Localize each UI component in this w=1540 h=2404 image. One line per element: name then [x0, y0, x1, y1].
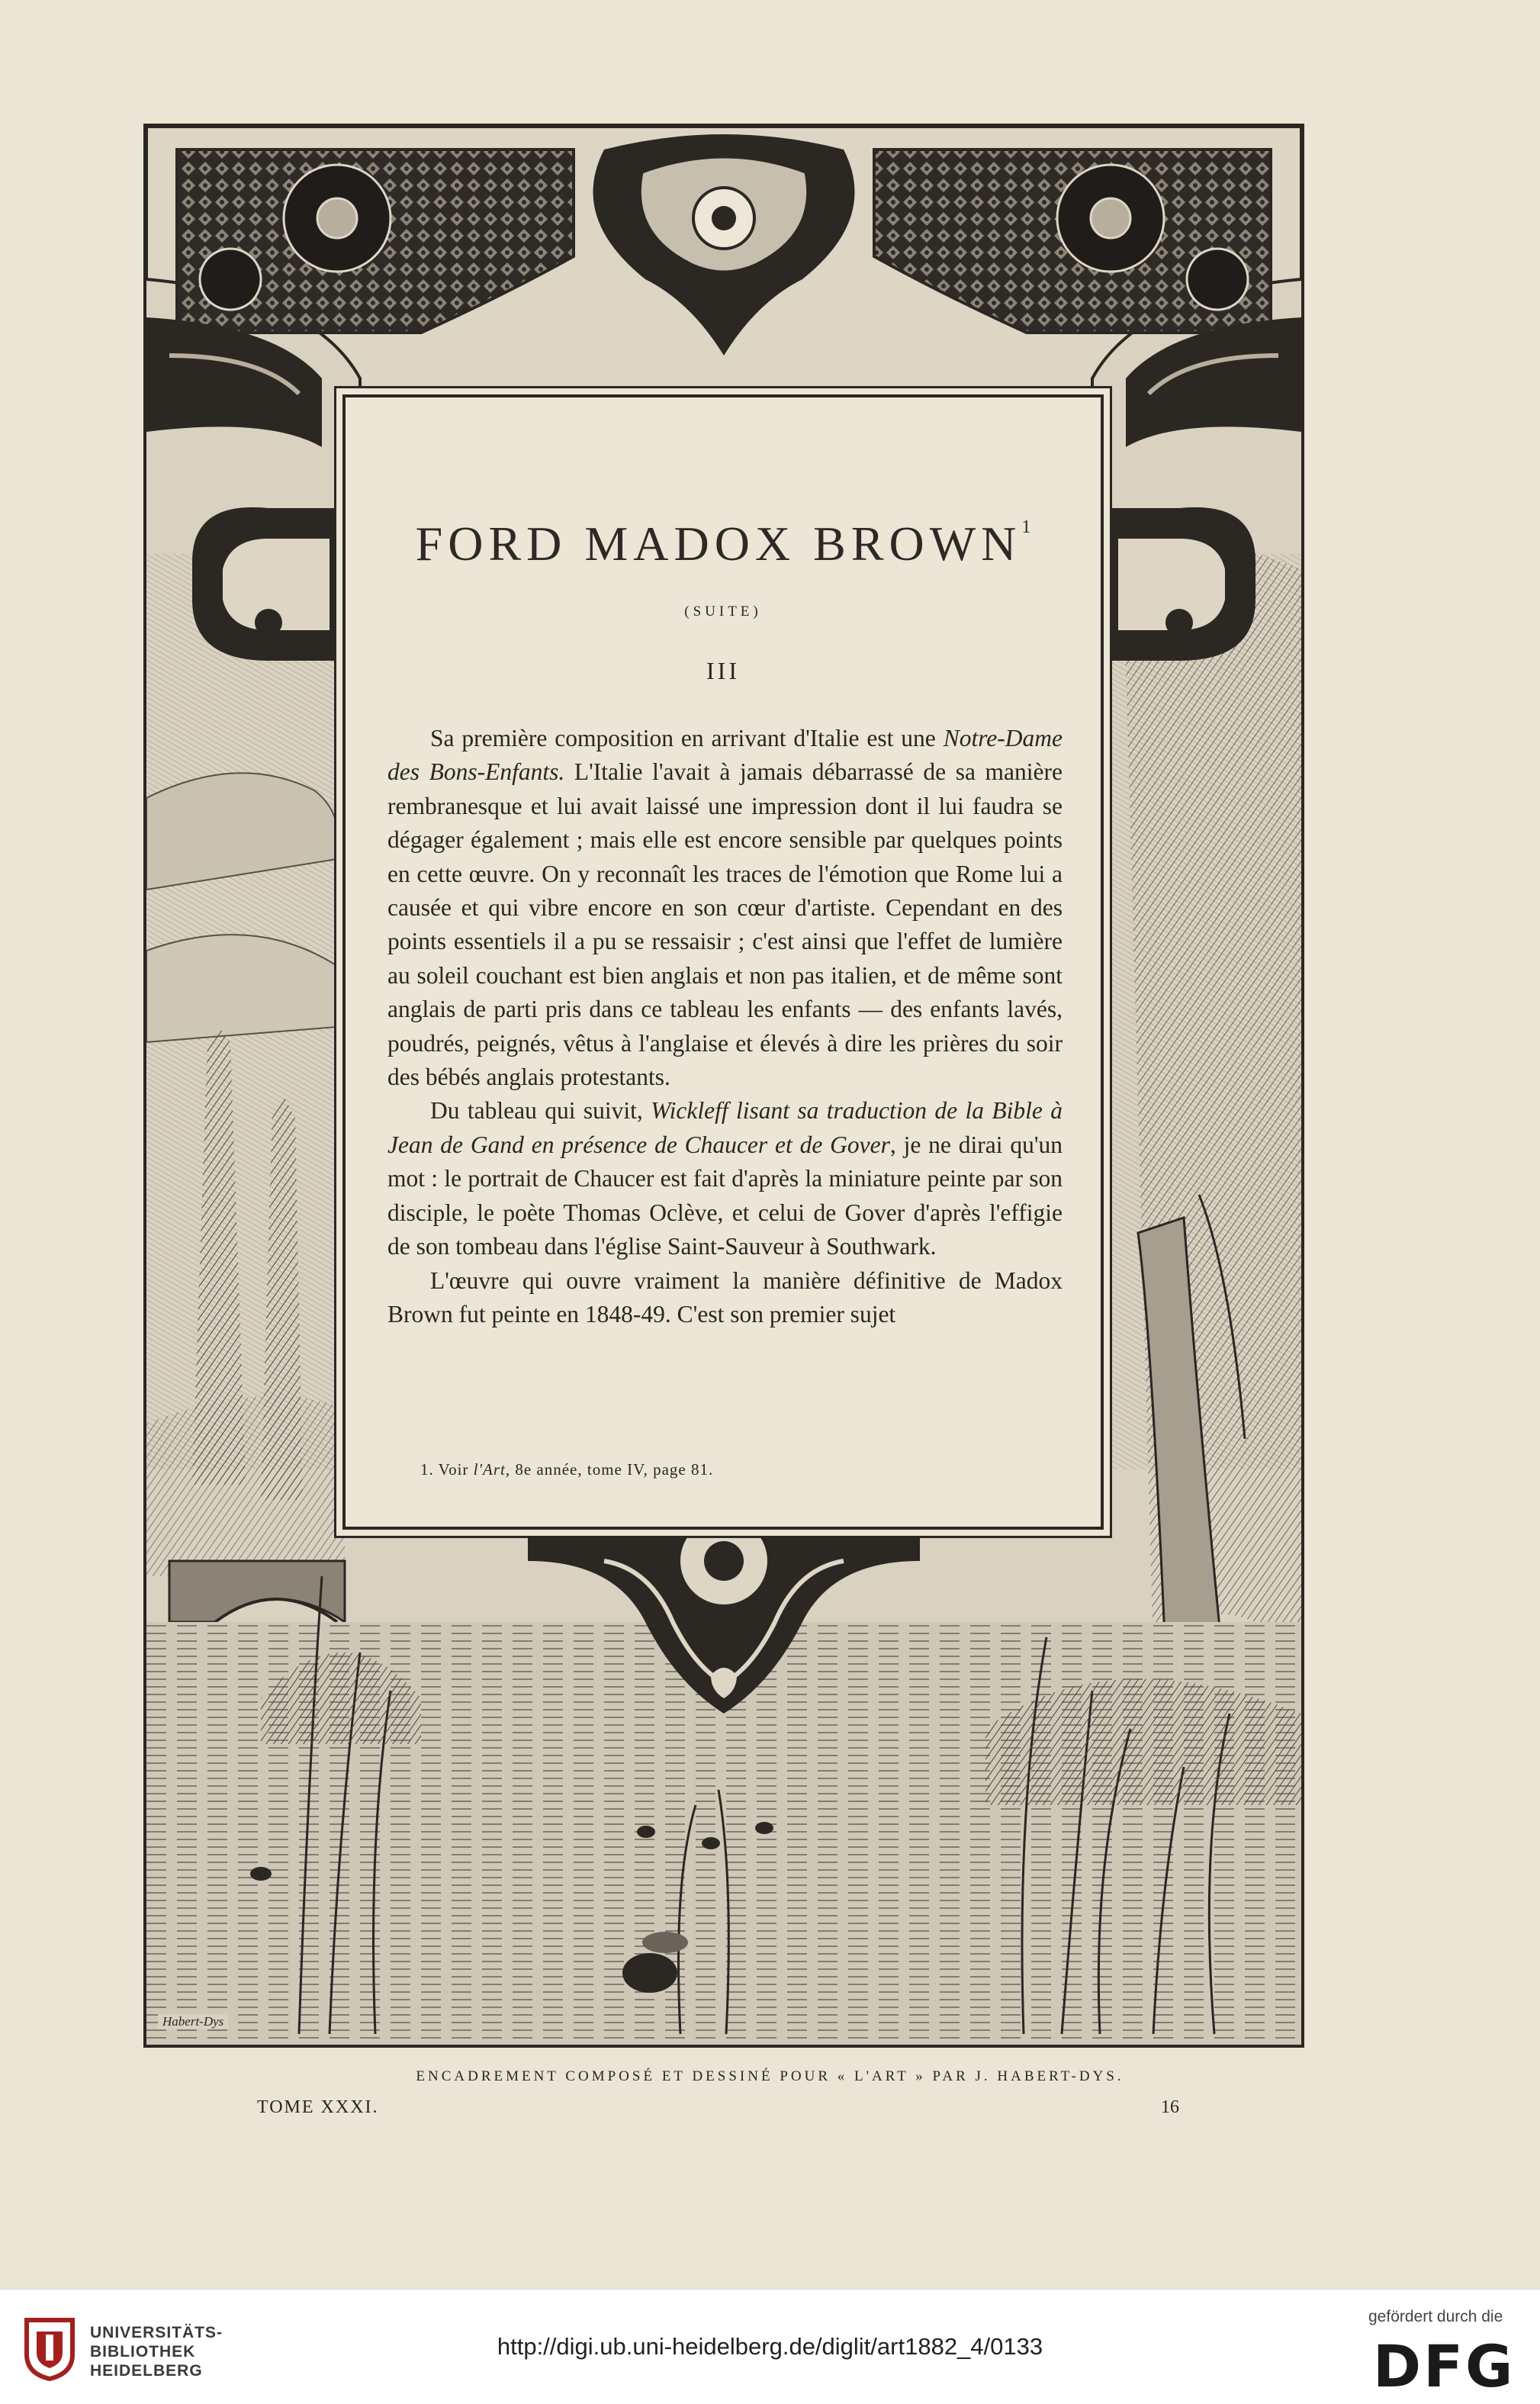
footnote-run: , 8e année, tome IV, page 81. — [505, 1460, 714, 1479]
dfg-logo[interactable]: DFG — [1373, 2332, 1516, 2400]
page-number: 16 — [1161, 2097, 1179, 2117]
title-footnote-marker: 1 — [1021, 517, 1031, 537]
permalink-url[interactable]: http://digi.ub.uni-heidelberg.de/diglit/art1882_4/0133 — [497, 2333, 1043, 2360]
text-run: Du tableau qui suivit, — [430, 1097, 651, 1125]
article-body — [387, 722, 1063, 1331]
chapter-number: III — [706, 657, 740, 684]
text-run: L'Italie l'avait à jamais débarrassé de sa manière rembranesque et lui avait laissé une impression dont il lui faudra se dégager également ; mais elle est encore sensible par quelques points en cette œuvre. On y reconnaît les traces de l'émotion que Rome lui a causée et qui vibre encore en son cœur d'artiste. Cependant en des points essentiels il a pu se ressaisir ; c'est ainsi que l'effet de lumière au soleil couchant est bien anglais et non pas italien, et de même sont anglais de parti pris dans ce tableau les enfants — des enfants lavés, poudrés, peignés, vêtus à l'anglaise et élevés à dire les prières du soir des bébés anglais protestants. — [387, 758, 1063, 1091]
italic-title-run: Notre-Dame des Bons-Enfants. — [387, 725, 1063, 786]
article-title: FORD MADOX BROWN$^1$ — [415, 517, 1031, 571]
institution-line-3: HEIDELBERG — [90, 2362, 203, 2380]
paragraph — [387, 722, 1063, 1094]
text-panel — [342, 394, 1104, 1530]
text-run: Sa première composition en arrivant d'Italie est une — [430, 725, 944, 751]
text-run: L'œuvre qui ouvre vraiment la manière définitive de Madox Brown fut peinte en 1848-49. C'est son premier sujet — [387, 1266, 1063, 1328]
artist-signature: Habert-Dys — [158, 2014, 228, 2029]
volume-label: TOME XXXI. — [257, 2097, 379, 2117]
footnote — [420, 1460, 1061, 1479]
paragraph — [387, 1264, 1063, 1332]
article-subtitle: (SUITE) — [684, 603, 762, 620]
institution-line-2: BIBLIOTHEK — [90, 2343, 196, 2361]
paragraph — [387, 1094, 1063, 1263]
frame-caption: ENCADREMENT COMPOSÉ ET DESSINÉ POUR « L'ART » PAR J. HABERT-DYS. — [416, 2068, 1124, 2084]
text-run: , je ne dirai qu'un mot : le portrait de Chaucer est fait d'après la miniature peinte par son disciple, le poète Thomas Oclève, et celui de Gover d'après l'effigie de son tombeau dans l'église Saint-Sauveur à Southwark. — [387, 1131, 1063, 1260]
sponsor-label: gefördert durch die — [1368, 2308, 1503, 2325]
footnote-run: 1. Voir — [420, 1460, 474, 1479]
digitization-footer — [0, 2289, 1540, 2404]
footnote-run: l'Art — [473, 1460, 506, 1479]
italic-title-run: Wickleff lisant sa traduction de la Bible à Jean de Gand en présence de Chaucer et de Gover — [387, 1097, 1063, 1158]
institution-line-1: UNIVERSITÄTS- — [90, 2324, 223, 2341]
